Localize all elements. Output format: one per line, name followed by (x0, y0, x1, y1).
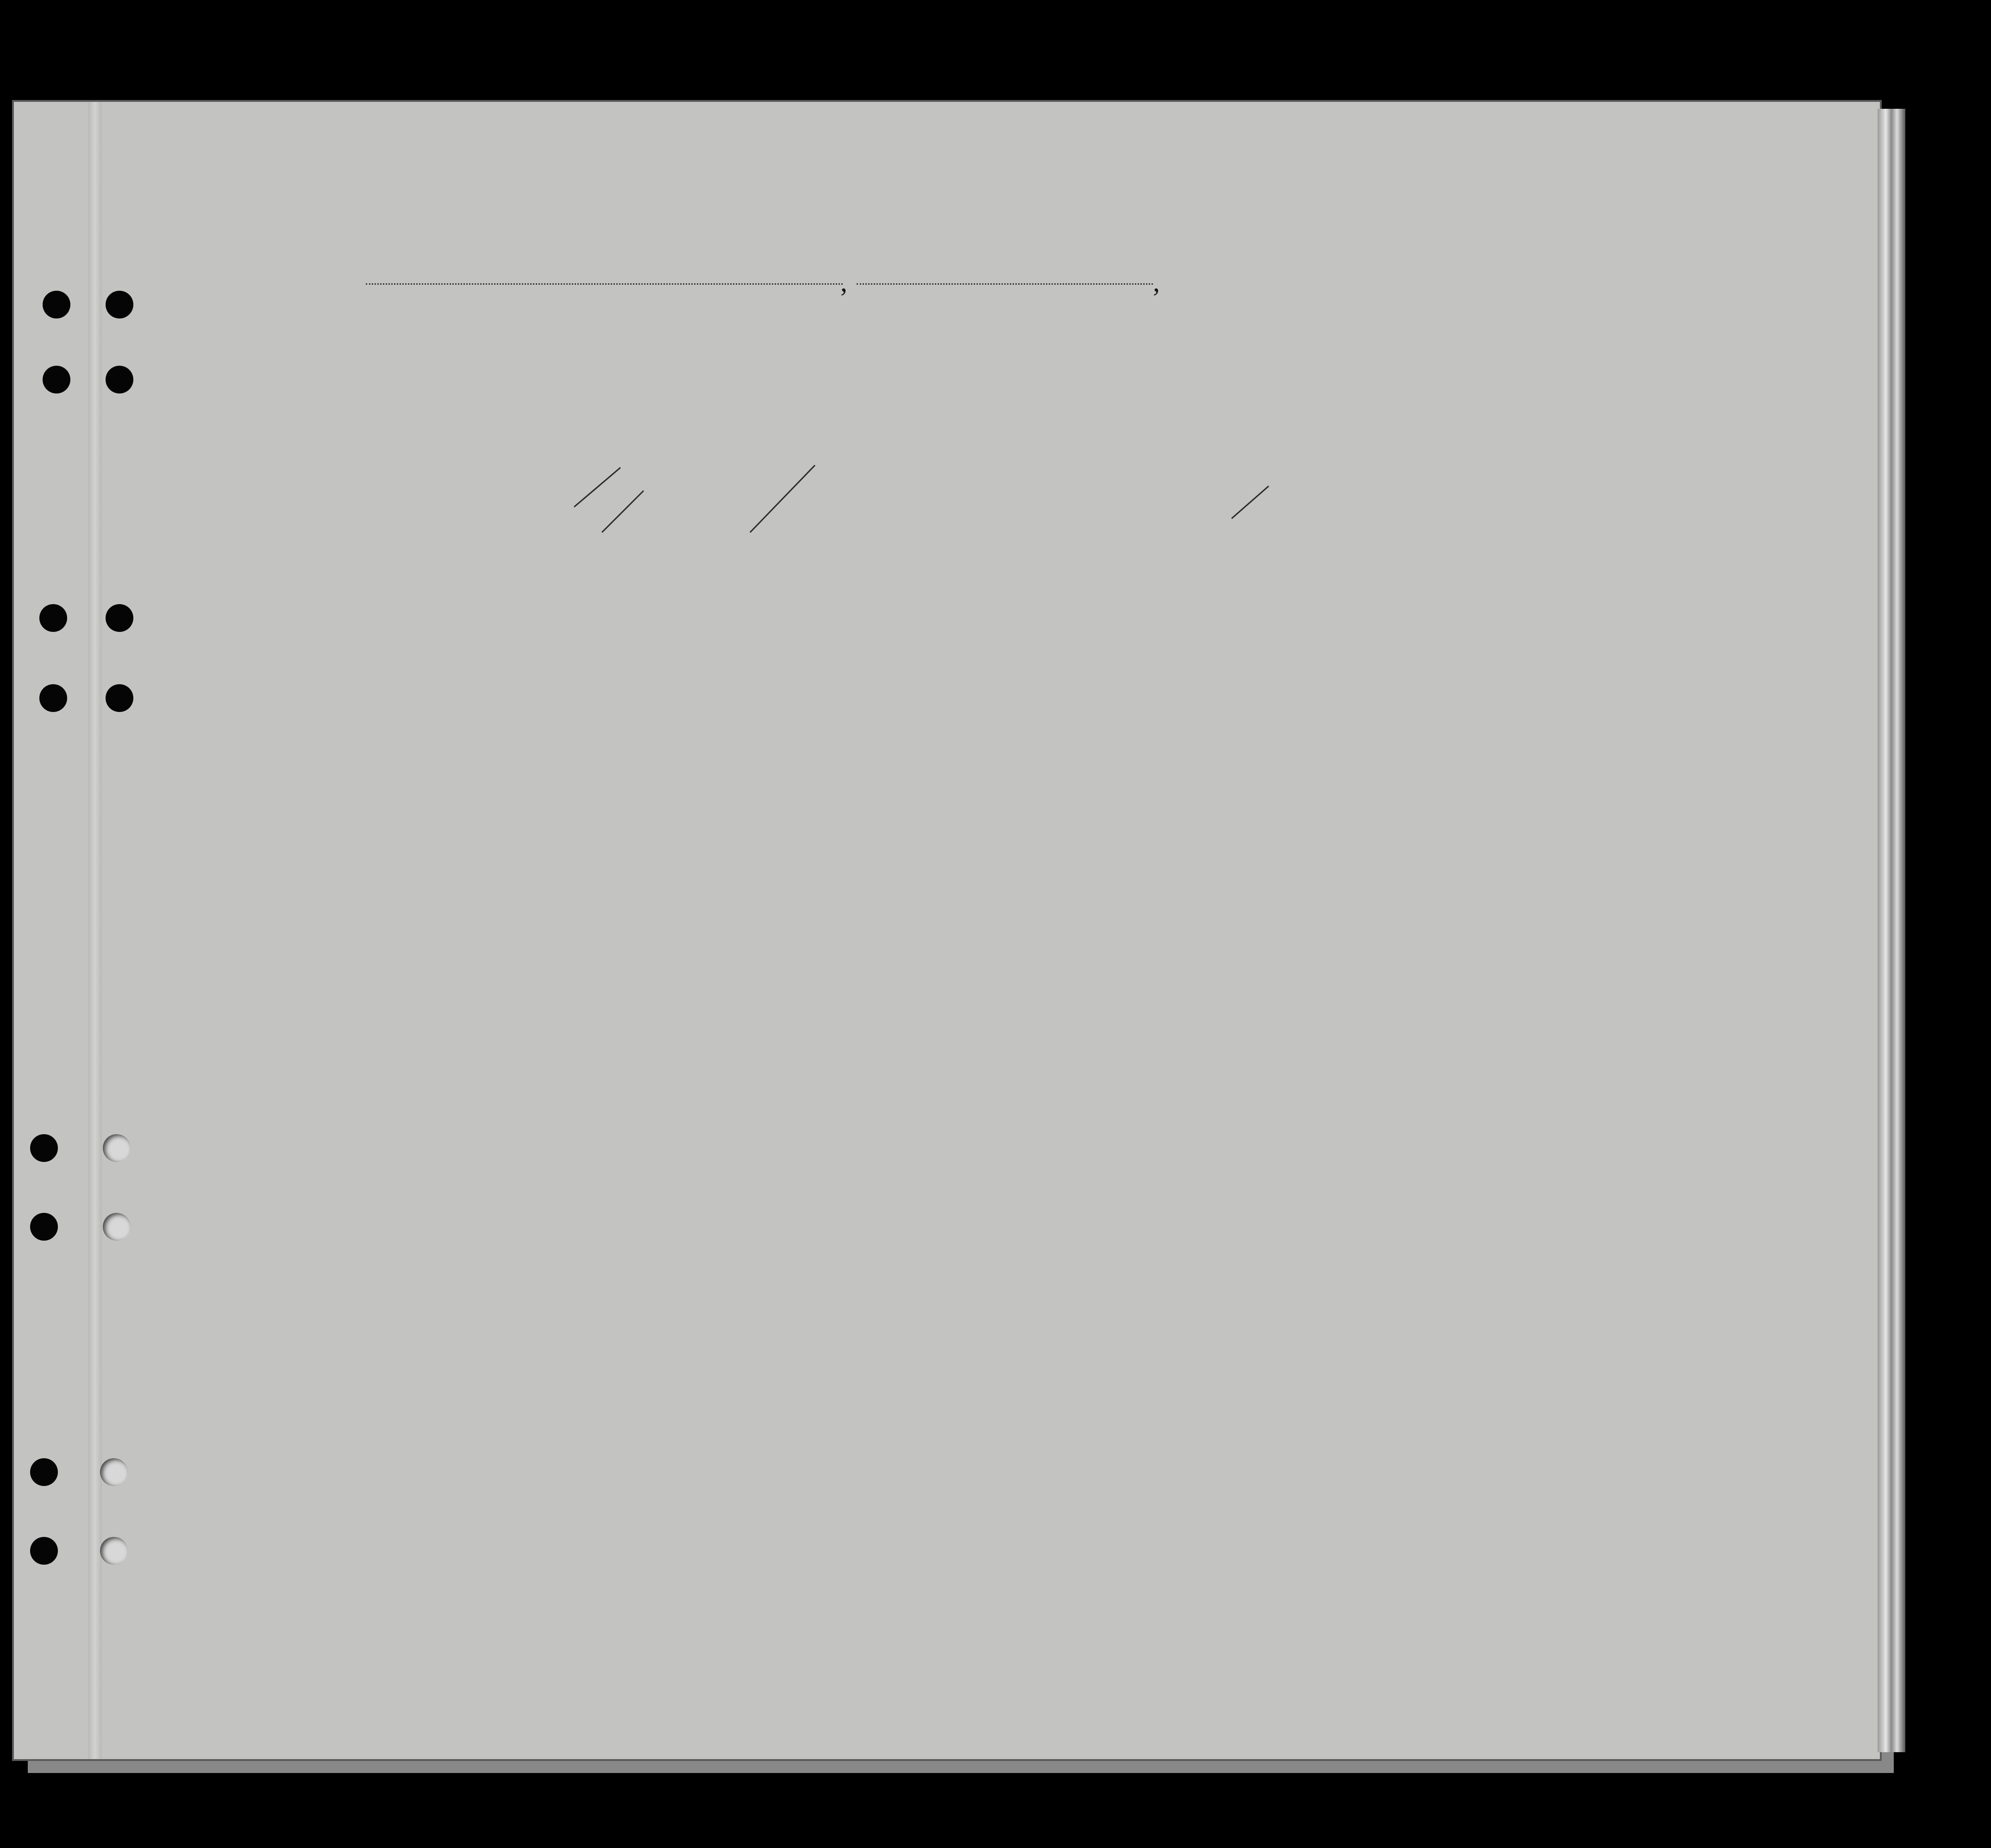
comma: , (840, 267, 847, 297)
check-stroke (750, 465, 815, 532)
check-stroke (574, 468, 620, 507)
check-stroke (1232, 486, 1269, 518)
comma: , (1153, 267, 1160, 297)
check-stroke (602, 491, 644, 532)
